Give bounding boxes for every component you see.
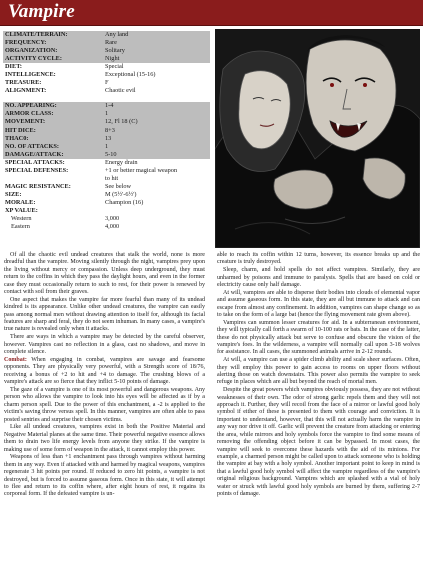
stat-value: 1 <box>105 110 109 118</box>
paragraph: At will, a vampire can use a spider climb ability and scale sheer surfaces. Often, they will employ this power to gain access to rooms on upper floors without alerting those on watch downstairs. This power also permits the vampire to seek refuge in places which are all but beyond the reach of mortal men. <box>217 357 420 386</box>
stat-label: INTELLIGENCE: <box>5 71 56 79</box>
stat-row <box>3 47 210 55</box>
stat-value: 1-4 <box>105 102 114 110</box>
stat-row <box>3 127 210 135</box>
paragraph: able to reach its coffin within 12 turns, however, its essence breaks up and the creature is truly destroyed. <box>217 252 420 266</box>
stat-row <box>3 55 210 63</box>
stat-value: 5-10 <box>105 150 117 158</box>
stat-label: SPECIAL ATTACKS: <box>5 158 65 166</box>
stat-label: XP VALUE: <box>5 206 38 214</box>
stat-label: NO. OF ATTACKS: <box>5 142 59 150</box>
stat-value: Solitary <box>105 47 125 55</box>
vampire-illustration <box>215 29 420 248</box>
stat-row <box>3 79 210 87</box>
stat-label: NO. APPEARING: <box>5 102 57 110</box>
paragraph: At will, vampires are able to disperse their bodies into clouds of elemental vapor and assume gaseous form. In this state, they are all but immune to attack and can escape from almost any confinement. In addition, vampires can shape change so as to take on the form of a large bat (hence the flying movement rate given above). <box>217 289 420 319</box>
paragraph: The gaze of a vampire is one of its most powerful and dangerous weapons. Any person who allows the vampire to look into his eyes will be affected as if by a charm person spell. Due to the power of this enchantment, a -2 is applied to the victim's saving throw versus spell. In this manner, vampires are often able to pass posted sentries and surprise their chosen victims. <box>4 386 205 423</box>
stat-value: 8+3 <box>105 126 115 134</box>
stat-label <box>3 175 105 183</box>
stat-value: M (5½'-6½') <box>105 190 137 198</box>
stat-value: +1 or better magical weapon <box>105 166 178 174</box>
stat-value: to hit <box>105 174 119 182</box>
stat-value: F <box>105 79 109 87</box>
stat-label: THAC0: <box>5 134 29 142</box>
stat-label: ACTIVITY CYCLE: <box>5 55 62 63</box>
paragraph: One aspect that makes the vampire far more fearful than many of its undead kindred is its appearance. Unlike other undead creatures, the vampire can easily pass among normal men without drawing attention to itself for, although its facial features are sharp and feral, they do not seem inhuman. In many cases, a vampire's true nature is revealed only when it attacks. <box>4 296 205 333</box>
stat-row <box>3 215 210 223</box>
stat-label: DIET: <box>5 63 23 71</box>
stat-row <box>3 102 210 110</box>
stat-row <box>3 39 210 47</box>
stat-row <box>3 63 210 71</box>
stat-row <box>3 110 210 118</box>
paragraph: Of all the chaotic evil undead creatures that stalk the world, none is more dreadful than the vampire. Moving silently through the night, vampires prey upon the living without mercy or compassion. Unless deep underground, they must return to the coffins in which they pass the daylight hours, and even in the former case they must occasionally return to such to rest, for their power is renewed by contact with soil from their graves. <box>4 252 205 296</box>
paragraph: There are ways in which a vampire may be detected by the careful observer, however. Vampires cast no reflection in a glass, cast no shadows, and move in complete silence. <box>4 334 205 356</box>
stat-value: 13 <box>105 134 112 142</box>
stat-row <box>3 175 210 183</box>
stat-row <box>3 199 210 207</box>
text-column-right <box>217 252 420 499</box>
stat-value: Night <box>105 55 120 63</box>
stat-gap <box>3 95 210 102</box>
stat-value: Energy drain <box>105 158 138 166</box>
stat-label: CLIMATE/TERRAIN: <box>5 31 68 38</box>
paragraph: Like all undead creatures, vampires exist in both the Positive Material and Negative Material planes at the same time. Their powerful negative essence allows them to drain two life energy levels from anyone they strike. If the vampire is making use of some form of weapon in the attack, it cannot employ this power. <box>4 424 205 453</box>
stat-row <box>3 167 210 175</box>
combat-paragraph <box>4 357 205 387</box>
stat-row <box>3 71 210 79</box>
stat-label: SIZE: <box>5 190 22 198</box>
stat-label: Western <box>11 215 32 223</box>
stat-label: MORALE: <box>5 198 36 206</box>
stat-row <box>3 31 210 39</box>
stat-row <box>3 159 210 167</box>
combat-text: When engaging in combat, vampires are savage and fearsome opponents. They are physically very powerful, with a Strength score of 18/76, receiving a bonus of +2 to hit and +4 to damage. The crushing blows of a vampire's attack are so fierce that they inflict 5-10 points of damage. <box>4 356 205 386</box>
stat-label: FREQUENCY: <box>5 39 47 47</box>
stat-label: SPECIAL DEFENSES: <box>5 166 69 174</box>
stat-value: Exceptional (15-16) <box>105 71 156 79</box>
paragraph: Vampires can summon lesser creatures for aid. In a subterranean environment, they will typically call forth a swarm of 10-100 rats or bats. In the case of the latter, these do not physically attack but serve to confuse and obscure the vision of the vampire's foes. In the wilderness, a vampire will normally call upon 3-18 wolves for assistance. In all cases, the summoned animals arrive in 2-12 rounds. <box>217 319 420 356</box>
page-title: Vampire <box>8 1 75 22</box>
stat-value: 1 <box>105 142 109 150</box>
stat-block-top <box>3 31 210 95</box>
page-title-bar <box>0 0 423 26</box>
stat-block-bottom <box>3 102 210 231</box>
paragraph: Sleep, charm, and hold spells do not affect vampires. Similarly, they are unharmed by poisons and immune to paralysis. Spells that are based on cold or electricity cause only half damage. <box>217 267 420 289</box>
stat-row <box>3 151 210 159</box>
stat-label: TREASURE: <box>5 79 42 87</box>
paragraph: Weapons of less than +1 enchantment pass through vampires without harming them in any way. Even if attacked with and harmed by magical weapons, vampires regenerate 3 hit points per round. If reduced to zero hit points, a vampire is not destroyed, but is forced to assume gaseous form. Once in this state, it will attempt to flee and return to its coffin where, after eight hours of rest, it regains its corporeal form. If the defeated vampire is un- <box>4 454 205 498</box>
paragraph: Despite the great powers which vampires obviously possess, they are not without weaknesses of their own. The odor of strong garlic repels them and they will not approach it. Further, they will recoil from the face of a mirror or lawful good holy symbol if either of these is presented to them with courage and conviction. It is important to understand, however, that this will not actually harm the vampire in any way nor drive it off. Garlic will prevent the creature from attacking or entering the area, while mirrors and holy symbols force the vampire to find some means of removing the offending object before it can be bypassed. In most cases, the vampire will seek to overcome these hazards with the aid of its minions. For example, a charmed person might be called upon to attack someone who is holding the vampire at bay with a holy symbol. Another important point to keep in mind is that a lawful good holy symbol will affect the vampire regardless of the vampire's original religious background. Vampires which are splashed with a vial of holy water or struck with lawful good holy symbols are burned by them, suffering 2-7 points of damage. <box>217 387 420 497</box>
stat-value: Chaotic evil <box>105 87 136 95</box>
stat-value: 3,000 <box>105 215 120 223</box>
stat-row <box>3 87 210 95</box>
stat-label: MAGIC RESISTANCE: <box>5 182 71 190</box>
stat-row <box>3 143 210 151</box>
stat-row <box>3 183 210 191</box>
stat-row <box>3 223 210 231</box>
text-column-left <box>4 252 205 499</box>
stat-value <box>105 207 210 215</box>
stat-row <box>3 118 210 126</box>
stat-label: ALIGNMENT: <box>5 87 47 95</box>
stat-row <box>3 135 210 143</box>
stat-label: Eastern <box>11 223 30 231</box>
vampire-drawing <box>215 29 420 248</box>
stat-value: Champion (16) <box>105 198 144 206</box>
stat-value: Special <box>105 63 124 71</box>
stat-value: 12, Fl 18 (C) <box>105 118 138 126</box>
stat-value: 4,000 <box>105 223 120 231</box>
stat-value: Rare <box>105 39 117 47</box>
stat-label: ARMOR CLASS: <box>5 110 54 118</box>
combat-heading: Combat: <box>4 356 27 363</box>
stat-value: Any land <box>105 31 129 38</box>
stat-label: HIT DICE: <box>5 126 36 134</box>
stat-block <box>3 31 210 231</box>
stat-value: See below <box>105 182 132 190</box>
stat-row <box>3 207 210 215</box>
stat-row <box>3 191 210 199</box>
stat-label: MOVEMENT: <box>5 118 46 126</box>
stat-label: DAMAGE/ATTACK: <box>5 150 64 158</box>
stat-label: ORGANIZATION: <box>5 47 58 55</box>
